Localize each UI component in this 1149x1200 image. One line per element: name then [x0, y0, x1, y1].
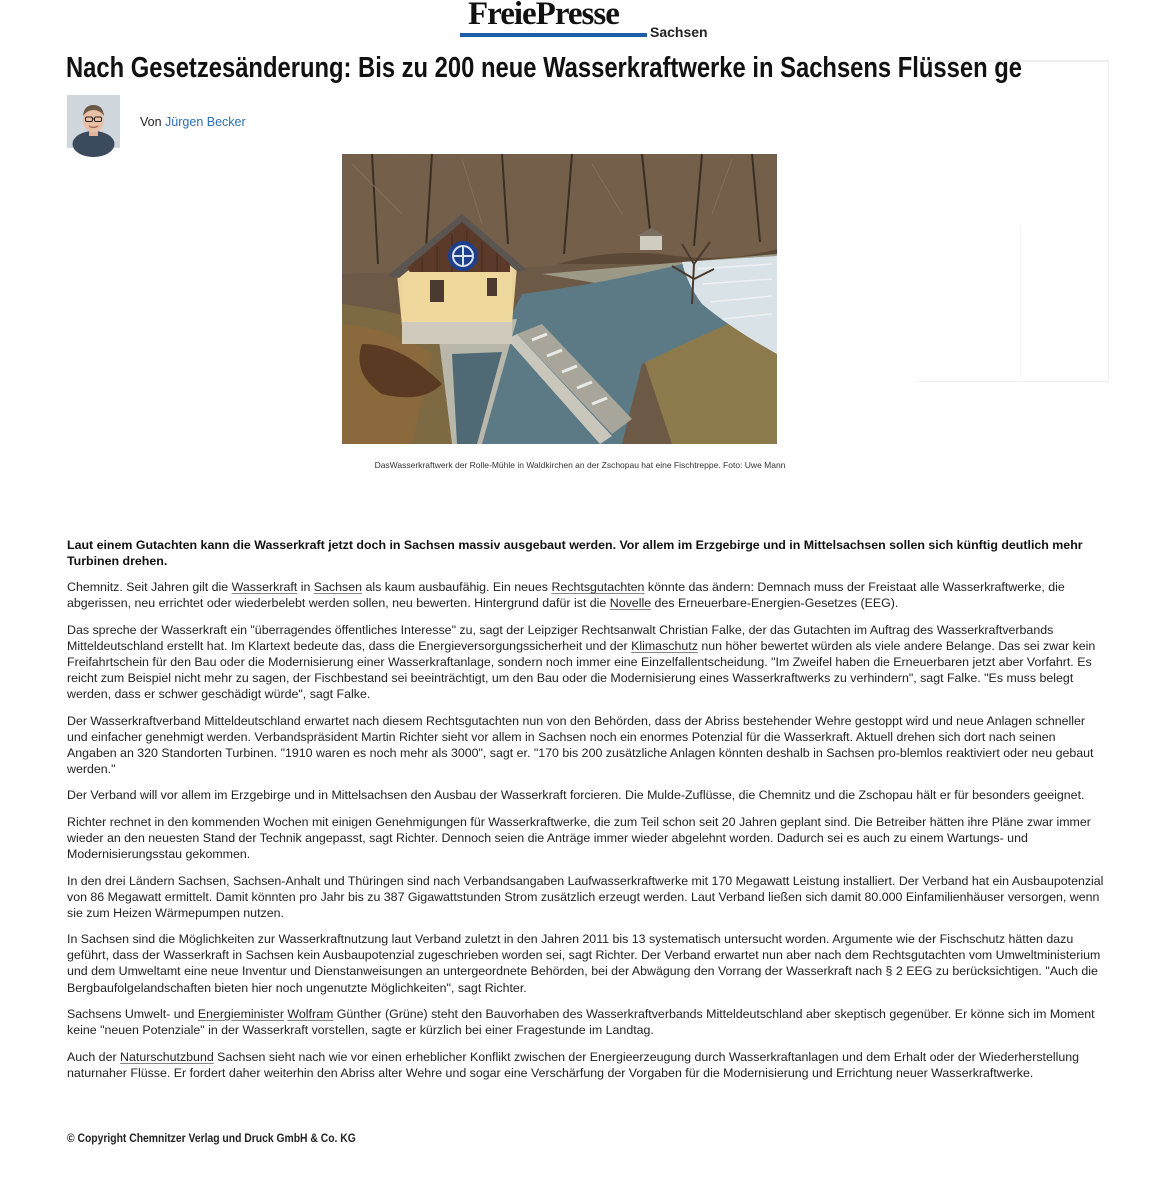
article-paragraph: Chemnitz. Seit Jahren gilt die Wasserkraft in Sachsen als kaum ausbaufähig. Ein neues Rechtsgutachten könnte das ändern: Demnach muss der Freistaat alle Wasserkraftwerke, die abgerissen, neu errichtet oder wiederbelebt werden sollen, neu bewerten. Hintergrund dafür ist die Novelle des Erneuerbare-Energien-Gesetzes (EEG).: [67, 580, 1065, 611]
article-paragraph: Der Wasserkraftverband Mitteldeutschland erwartet nach diesem Rechtsgutachten nun von den Behörden, dass der Abriss bestehender Wehre gestoppt wird und neue Anlagen schneller und einfacher genehmigt werden. Verbandspräsident Martin Richter sieht vor allem in Sachsen noch ein enormes Potenzial für die Wasserkraft. Aktuell drehen sich dort nach seinen Angaben an 320 Standorten Turbinen. "1910 waren es noch mehr als 3000", sagt er. "170 bis 200 zusätzliche Anlagen könnten deshalb in Sachsen pro-blemlos reaktiviert oder neu gebaut werden.": [67, 713, 1094, 776]
article-paragraph: Richter rechnet in den kommenden Wochen mit einigen Genehmigungen für Wasserkraftwerke, die zum Teil schon seit 20 Jahren geplant sind. Die Betreiber hätten ihre Pläne zwar immer wieder an den neuesten Stand der Technik angepasst, sagt Richter. Dennoch seien die Anträge immer wieder abgelehnt worden. Dadurch sei es auch zu einem Wartungs- und Modernisierungsstau gekommen.: [67, 814, 1091, 862]
author-byline: [140, 115, 246, 129]
topic-link-novelle[interactable]: Novelle: [609, 596, 652, 611]
article-paragraph: Der Verband will vor allem im Erzgebirge und in Mittelsachsen den Ausbau der Wasserkraft forcieren. Die Mulde-Zuflüsse, die Chemnitz und die Zschopau hält er für besonders geeignet.: [67, 788, 1085, 803]
topic-link-wolfram[interactable]: Wolfram: [287, 1006, 334, 1021]
article-paragraph: Auch der Naturschutzbund Sachsen sieht nach wie vor einen erheblicher Konflikt zwischen der Energieerzeugung durch Wasserkraftanlagen und dem Erhalt oder der Wiederherstellung naturnaher Flüsse. Er fordert daher weiterhin den Abriss alter Wehre und sogar eine Verschärfung der Vorgaben für die Modernisierung und Errichtung neuer Wasserkraftwerke.: [67, 1049, 1080, 1080]
topic-link-energieminister[interactable]: Energieminister: [197, 1006, 284, 1021]
masthead: [460, 0, 720, 44]
article-paragraph: Das spreche der Wasserkraft ein "überragendes öffentliches Interesse" zu, sagt der Leipziger Rechtsanwalt Christian Falke, der das Gutachten im Auftrag des Wasserkraftverbands Mitteldeutschland erstellt hat. Im Klartext bedeute das, dass die Energieversorgungssicherheit und der Klimaschutz nun höher bewertet würden als viele andere Belange. Das sei zwar kein Freifahrtschein für den Bau oder die Modernisierung einer Wasserkraftanlage, sondern noch immer eine Einzelfallentscheidung. "Im Zweifel haben die Erneuerbaren jetzt aber Vorfahrt. Es reicht zum Beispiel nicht mehr zu sagen, der Fischbestand sei beeinträchtigt, um den Bau oder die Modernisierung eines Wasserkraftwerks zu verhindern", sagt Falke. "Es muss belegt werden, dass er schwer geschädigt würde", sagt Falke.: [67, 622, 1096, 702]
article-photo: [342, 154, 777, 444]
article-paragraph: Sachsens Umwelt- und Energieminister Wolfram Günther (Grüne) steht den Bauvorhaben des Wasserkraftverbands Mitteldeutschland aber skeptisch gegenüber. Er könne sich im Moment keine "neuen Potenziale" in der Wasserkraft vorstellen, sagte er kürzlich bei einer Fragestunde im Landtag.: [67, 1006, 1095, 1038]
article-headline: Nach Gesetzesänderung: Bis zu 200 neue Wasserkraftwerke in Sachsens Flüssen ge: [66, 52, 1022, 84]
topic-link-naturschutzbund[interactable]: Naturschutzbund: [120, 1049, 214, 1064]
author-link[interactable]: Jürgen Becker: [165, 115, 246, 129]
topic-link-sachsen[interactable]: Sachsen: [313, 580, 363, 595]
author-avatar[interactable]: [67, 95, 120, 148]
headline-container: [60, 44, 1022, 84]
article-body: [67, 537, 1107, 1091]
topic-link-wasserkraft[interactable]: Wasserkraft: [231, 580, 298, 595]
author-prefix: Von: [140, 115, 162, 129]
region-label: Sachsen: [650, 24, 708, 40]
copyright-notice: © Copyright Chemnitzer Verlag und Druck GmbH & Co. KG: [67, 1133, 356, 1145]
brand-logo[interactable]: FreiePresse: [468, 0, 619, 32]
article-lead: Laut einem Gutachten kann die Wasserkraft jetzt doch in Sachsen massiv ausgebaut werden. Vor allem im Erzgebirge und in Mittelsachsen sollen sich künftig deutlich mehr Turbinen drehen.: [67, 538, 1083, 569]
topic-link-klimaschutz[interactable]: Klimaschutz: [631, 638, 698, 653]
article-paragraph: In den drei Ländern Sachsen, Sachsen-Anhalt und Thüringen sind nach Verbandsangaben Laufwasserkraftwerke mit 170 Megawatt Leistung installiert. Der Verband hat ein Ausbaupotenzial von 86 Megawatt ermittelt. Damit könnten pro Jahr bis zu 387 Gigawattstunden Strom zusätzlich erzeugt werden. Laut Verband ließen sich damit 80.000 Einfamilienhäuser versorgen, wenn sie zum Heizen Wärmepumpen nutzen.: [67, 873, 1104, 920]
photo-caption: DasWasserkraftwerk der Rolle-Mühle in Waldkirchen an der Zschopau hat eine Fischtreppe. Foto: Uwe Mann: [374, 460, 786, 470]
ad-placeholder: [916, 62, 1109, 382]
brand-underline: [460, 33, 647, 37]
article-paragraph: In Sachsen sind die Möglichkeiten zur Wasserkraftnutzung laut Verband zuletzt in den Jahren 2011 bis 13 systematisch untersucht worden. Argumente wie der Fischschutz hätten dazu geführt, dass der Wasserkraft in Sachsen kein Ausbaupotenzial zugeschrieben worden sei, sagt Richter. Der Verband erwartet nun aber nach dem Rechtsgutachten vom Umweltministerium und dem Umweltamt eine neue Inventur und Dienstanweisungen an untergeordnete Behörden, bei der Abwägung den Vorrang der Wasserkraft nach § 2 EEG zu berücksichtigen. "Auch die Bergbaufolgelandschaften bieten hier noch ungenutzte Möglichkeiten", sagt Richter.: [67, 932, 1101, 995]
topic-link-rechtsgutachten[interactable]: Rechtsgutachten: [551, 580, 645, 595]
